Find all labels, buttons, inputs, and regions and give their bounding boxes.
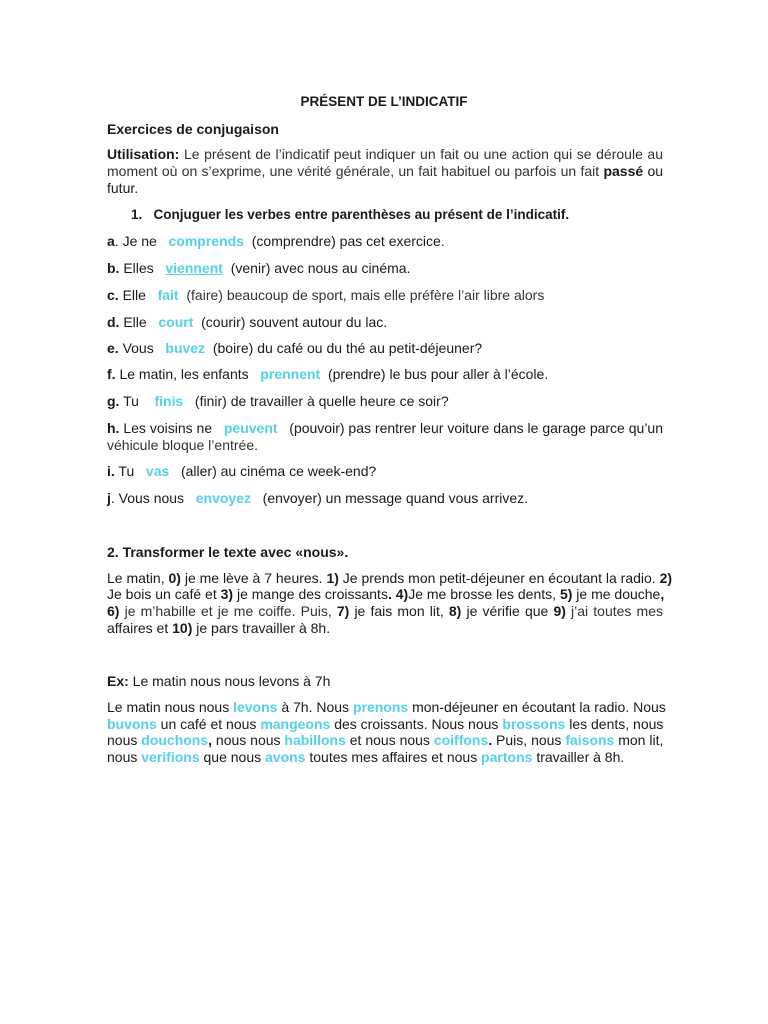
text-run: (venir) avec nous au cinéma.: [226, 260, 411, 276]
text-run: (pouvoir) pas rentrer leur voiture dans le garage parce qu’un: [285, 420, 664, 436]
exercise-2-line-3: [107, 603, 663, 620]
text-run: ,: [208, 732, 213, 748]
answer: douchons: [141, 732, 209, 748]
text-run: nous nous: [212, 732, 285, 748]
exercise-item-j: [107, 490, 663, 507]
answer: envoyez: [195, 490, 251, 506]
text-run: Elle: [119, 314, 151, 330]
text-run: affaires et: [107, 620, 173, 636]
text-run: (courir) souvent autour du lac.: [197, 314, 388, 330]
text-run: Je me brosse les dents,: [408, 586, 560, 602]
text-run: Je prends mon petit-déjeuner en écoutant la radio.: [338, 570, 660, 586]
exercise-item-c: [107, 287, 663, 304]
text-run: (aller) au cinéma ce week-end?: [177, 463, 377, 479]
text-run: des croissants. Nous nous: [330, 716, 503, 732]
answer: levons: [233, 699, 278, 715]
text-run: (prendre) le bus pour aller à l’école.: [324, 366, 549, 382]
text-run: Le présent de l’indicatif peut indiquer un fait ou une action qui se déroule au: [183, 146, 664, 162]
text-run: mon-déjeuner en écoutant la radio. Nous: [408, 699, 666, 715]
exercise-item-d: [107, 314, 663, 331]
text-run: 5): [559, 586, 573, 602]
text-run: 1.: [131, 207, 143, 222]
answer-line-3: [107, 732, 663, 749]
text-run: 0): [168, 570, 181, 586]
text-run: h.: [107, 420, 120, 436]
text-run: toutes mes affaires et nous: [305, 749, 482, 765]
text-run: g.: [107, 393, 120, 409]
page-subtitle: Exercices de conjugaison: [107, 121, 279, 137]
text-run: .: [488, 732, 493, 748]
text-run: nous: [107, 749, 142, 765]
exercise-2-line-1: [107, 570, 673, 587]
answer: avons: [265, 749, 306, 765]
text-run: Tu: [114, 463, 139, 479]
text-run: ou: [647, 163, 664, 179]
text-run: 8): [448, 603, 462, 619]
answer: prenons: [352, 699, 409, 715]
text-run: (finir) de travailler à quelle heure ce soir?: [191, 393, 449, 409]
answer: verifions: [141, 749, 200, 765]
text-run: 9): [553, 603, 566, 619]
text-run: j: [107, 490, 111, 506]
answer: peuvent: [223, 420, 278, 436]
text-run: (faire) beaucoup de sport, mais elle préfère l’air libre alors: [182, 287, 545, 303]
text-run: Elles: [119, 260, 158, 276]
text-run: Puis, nous: [492, 732, 566, 748]
text-run: (envoyer) un message quand vous arrivez.: [258, 490, 529, 506]
utilisation-label: Utilisation:: [107, 146, 180, 162]
text-run: . 4): [387, 586, 409, 602]
text-run: moment où on s’exprime, une vérité générale, un fait habituel ou parfois un fait: [107, 163, 600, 179]
example-label: Ex:: [107, 673, 129, 689]
answer: fait: [157, 287, 179, 303]
utilisation-line-3: futur.: [107, 180, 139, 196]
text-run: Le matin, les enfants: [115, 366, 253, 382]
text-run: les dents, nous: [565, 716, 664, 732]
text-run: passé: [603, 163, 644, 179]
text-run: Conjuguer les verbes entre parenthèses au présent de l’indicatif.: [153, 207, 570, 222]
text-run: b.: [107, 260, 120, 276]
text-run: f.: [107, 366, 116, 382]
text-run: un café et nous: [156, 716, 261, 732]
text-run: nous: [107, 732, 142, 748]
text-run: je me douche: [572, 586, 661, 602]
text-run: . Vous nous: [110, 490, 188, 506]
example-line: [107, 673, 663, 690]
text-run: Tu: [119, 393, 143, 409]
text-run: Le matin nous nous levons à 7h: [128, 673, 331, 689]
text-run: et nous nous: [345, 732, 434, 748]
answer: comprends: [168, 233, 244, 249]
exercise-2-line-4: [107, 620, 663, 637]
text-run: Vous: [118, 340, 158, 356]
text-run: je mange des croissants: [233, 586, 388, 602]
answer: buvons: [107, 716, 157, 732]
text-run: je me lève à 7 heures.: [180, 570, 327, 586]
answer: mangeons: [260, 716, 331, 732]
answer: prennent: [260, 366, 321, 382]
text-run: 6): [107, 603, 120, 619]
text-run: 2): [659, 570, 673, 586]
text-run: ,: [660, 586, 665, 602]
exercise-item-h: [107, 420, 663, 437]
answer: habillons: [284, 732, 346, 748]
text-run: je vérifie que: [461, 603, 554, 619]
answer: vas: [145, 463, 170, 479]
text-run: que nous: [199, 749, 265, 765]
text-run: e.: [107, 340, 119, 356]
exercise-item-a: [107, 233, 663, 250]
text-run: à 7h. Nous: [277, 699, 353, 715]
answer: faisons: [565, 732, 615, 748]
text-run: 1): [326, 570, 339, 586]
text-run: je fais mon lit,: [349, 603, 449, 619]
text-run: Le matin nous nous: [107, 699, 234, 715]
text-run: . Je ne: [114, 233, 161, 249]
text-run: Les voisins ne: [119, 420, 217, 436]
text-run: 7): [336, 603, 350, 619]
exercise-1-heading: [131, 206, 663, 223]
text-run: Elle: [118, 287, 150, 303]
answer: coiffons: [433, 732, 489, 748]
text-run: je m’habille et je me coiffe. Puis,: [119, 603, 337, 619]
exercise-item-f: [107, 366, 663, 383]
text-run: c.: [107, 287, 119, 303]
text-run: (comprendre) pas cet exercice.: [247, 233, 445, 249]
text-run: Le matin,: [107, 570, 169, 586]
text-run: Je bois un café et: [107, 586, 221, 602]
text-run: d.: [107, 314, 120, 330]
text-run: je pars travailler à 8h.: [192, 620, 331, 636]
answer-line-4: [107, 749, 663, 766]
answer: viennent: [165, 260, 223, 276]
text-run: i.: [107, 463, 115, 479]
text-run: 10): [172, 620, 193, 636]
answer-line-1: [107, 699, 666, 716]
exercise-item-b: [107, 260, 663, 277]
exercise-item-e: [107, 340, 663, 357]
text-run: j’ai toutes mes: [565, 603, 663, 619]
answer: court: [158, 314, 194, 330]
answer-line-2: [107, 716, 663, 733]
exercise-item-i: [107, 463, 663, 480]
text-run: travailler à 8h.: [532, 749, 625, 765]
answer: finis: [154, 393, 184, 409]
answer: partons: [481, 749, 533, 765]
utilisation-line-2: [107, 163, 663, 180]
utilisation-line-1: [107, 146, 663, 163]
text-run: a: [107, 233, 115, 249]
answer: buvez: [165, 340, 206, 356]
page-title: PRÉSENT DE L’INDICATIF: [300, 94, 468, 109]
text-run: (boire) du café ou du thé au petit-déjeuner?: [208, 340, 483, 356]
exercise-item-h-cont: véhicule bloque l’entrée.: [107, 437, 258, 453]
text-run: 3): [220, 586, 234, 602]
exercise-2-line-2: [107, 586, 663, 603]
answer: brossons: [502, 716, 566, 732]
exercise-2-heading: 2. Transformer le texte avec «nous».: [107, 544, 349, 560]
exercise-item-g: [107, 393, 663, 410]
text-run: mon lit,: [614, 732, 664, 748]
